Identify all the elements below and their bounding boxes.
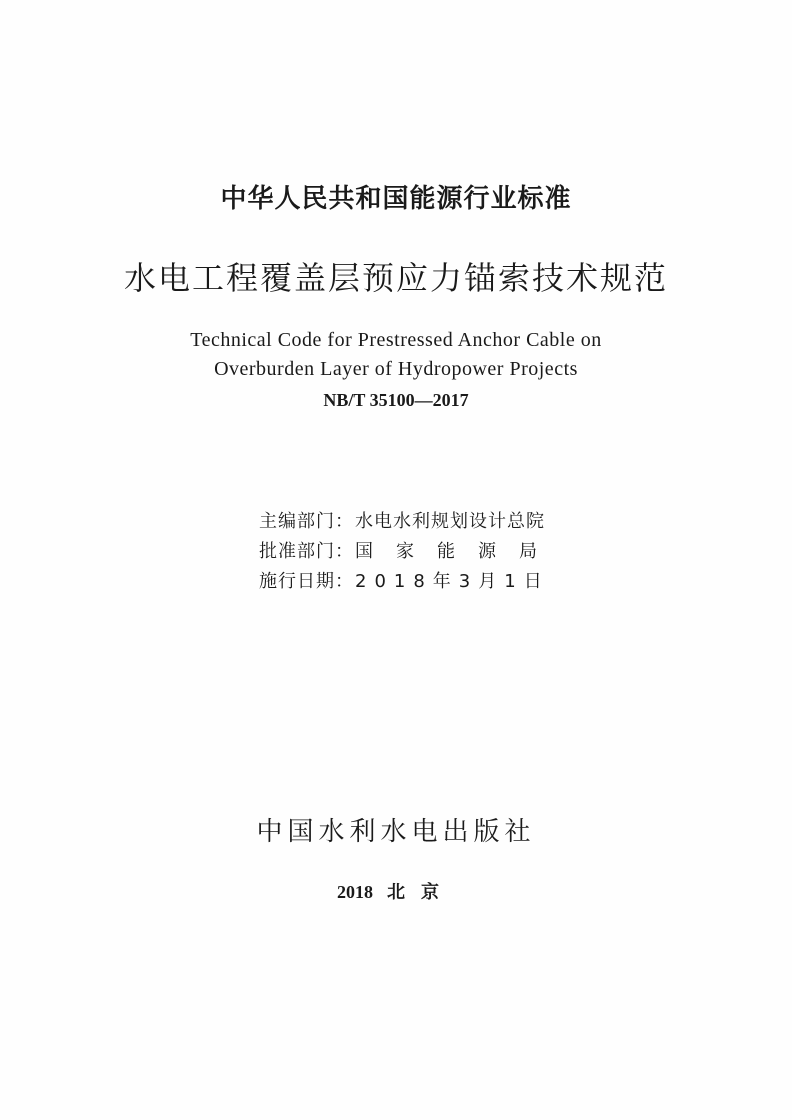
effective-date-separator: ： [335, 571, 353, 592]
effective-date-value: 2018年3月1日 [355, 571, 550, 592]
standard-category: 中华人民共和国能源行业标准 [220, 184, 572, 214]
editor-row [259, 507, 599, 537]
title-chinese: 水电工程覆盖层预应力锚索技术规范 [123, 259, 668, 297]
editor-value: 水电水利规划设计总院 [355, 511, 545, 532]
title-english-line-2: Overburden Layer of Hydropower Projects [214, 358, 578, 380]
publication-year: 2018 [337, 882, 373, 902]
editor-separator: ： [335, 511, 353, 532]
approver-label: 批准部门 [259, 541, 335, 562]
publication-city: 北京 [387, 882, 455, 903]
publication-place [0, 878, 792, 904]
effective-date-label: 施行日期 [259, 571, 335, 592]
editor-label: 主编部门 [259, 511, 335, 532]
effective-date-row [259, 567, 599, 597]
title-english-line-1: Technical Code for Prestressed Anchor Cable on [190, 329, 602, 351]
approver-row [259, 537, 599, 567]
approver-separator: ： [335, 541, 353, 562]
standard-code: NB/T 35100—2017 [323, 390, 469, 410]
info-block [259, 507, 599, 597]
approver-value: 国家能源局 [355, 541, 560, 562]
publisher-name: 中国水利水电出版社 [256, 817, 536, 847]
